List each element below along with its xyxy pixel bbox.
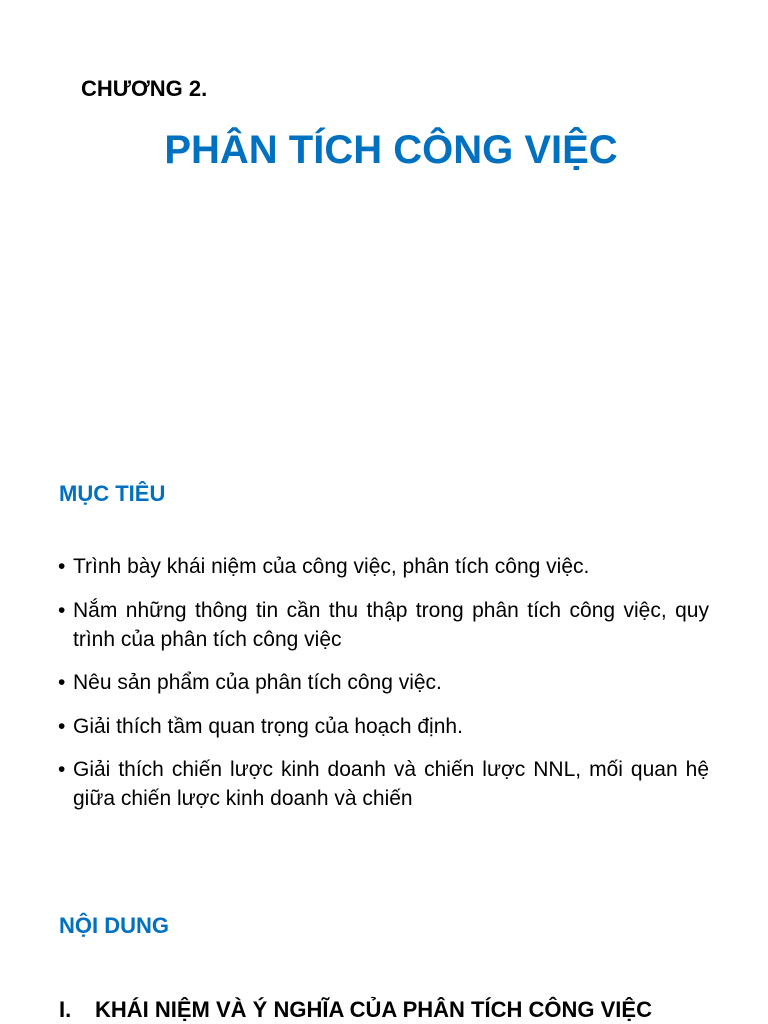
objectives-list — [58, 552, 709, 828]
objective-text: Giải thích tầm quan trọng của hoạch định. — [73, 714, 463, 738]
content-heading: NỘI DUNG — [59, 913, 169, 938]
section-one-heading — [59, 997, 652, 1023]
page-title: PHÂN TÍCH CÔNG VIỆC — [164, 128, 618, 172]
list-item — [58, 668, 709, 697]
objective-text: Giải thích chiến lược kinh doanh và chiến lược NNL, mối quan hệ giữa chiến lược kinh doanh và chiến — [73, 758, 709, 810]
bullet-icon: • — [58, 671, 66, 694]
bullet-icon: • — [58, 714, 66, 738]
objective-text: Nắm những thông tin cần thu thập trong phân tích công việc, quy trình của phân tích công việc — [73, 598, 709, 651]
list-item — [58, 755, 709, 813]
list-item — [58, 596, 709, 654]
chapter-label: CHƯƠNG 2. — [81, 76, 208, 101]
bullet-icon: • — [58, 555, 66, 578]
objectives-heading: MỤC TIÊU — [59, 481, 166, 506]
objective-text: Nêu sản phẩm của phân tích công việc. — [73, 671, 442, 694]
list-item — [58, 552, 709, 581]
bullet-icon: • — [58, 758, 66, 781]
objective-text: Trình bày khái niệm của công việc, phân tích công việc. — [73, 555, 590, 578]
bullet-icon: • — [58, 598, 66, 622]
section-number: I. — [59, 997, 72, 1022]
section-title: KHÁI NIỆM VÀ Ý NGHĨA CỦA PHÂN TÍCH CÔNG VIỆC — [95, 997, 652, 1022]
list-item — [58, 712, 709, 741]
